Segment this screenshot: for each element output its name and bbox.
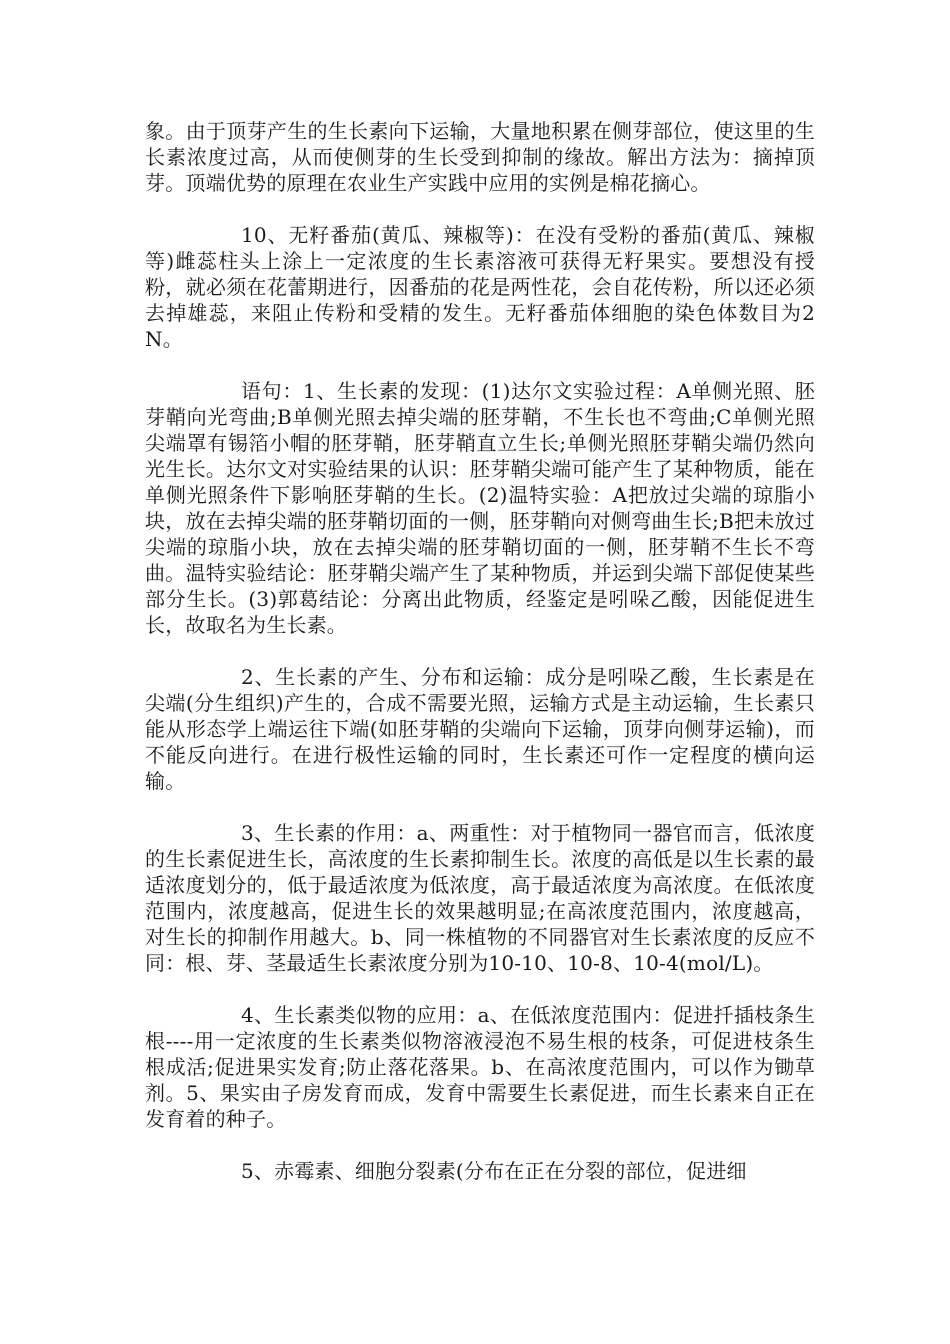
paragraph-gibberellin: 5、赤霉素、细胞分裂素(分布在正在分裂的部位，促进细 — [241, 1159, 747, 1183]
paragraph-auxin-analogs: 4、生长素类似物的应用：a、在低浓度范围内：促进扦插枝条生根----用一定浓度的生长素类似物溶液浸泡不易生根的枝条，可促进枝条生根成活;促进果实发育;防止落花落果。b、在高浓度范围内，可以作为锄草剂。5、果实由子房发育而成，发育中需要生长素促进，而生长素来自正在发育着的种子。 — [145, 1003, 815, 1131]
paragraph-auxin-production: 2、生长素的产生、分布和运输：成分是吲哚乙酸，生长素是在尖端(分生组织)产生的，合成不需要光照，运输方式是主动运输，生长素只能从形态学上端运往下端(如胚芽鞘的尖端向下运输，顶芽向侧芽运输)，而不能反向进行。在进行极性运输的同时，生长素还可作一定程度的横向运输。 — [145, 665, 815, 793]
paragraph-auxin-function: 3、生长素的作用：a、两重性：对于植物同一器官而言，低浓度的生长素促进生长，高浓度的生长素抑制生长。浓度的高低是以生长素的最适浓度划分的，低于最适浓度为低浓度，高于最适浓度为高浓度。在低浓度范围内，浓度越高，促进生长的效果越明显;在高浓度范围内，浓度越高，对生长的抑制作用越大。b、同一株植物的不同器官对生长素浓度的反应不同：根、芽、茎最适生长素浓度分别为10-10、10-8、10-4(mol/L)。 — [145, 821, 815, 975]
paragraph-auxin-discovery: 语句：1、生长素的发现：(1)达尔文实验过程：A单侧光照、胚芽鞘向光弯曲;B单侧光照去掉尖端的胚芽鞘，不生长也不弯曲;C单侧光照尖端罩有锡箔小帽的胚芽鞘，胚芽鞘直立生长;单侧光照胚芽鞘尖端仍然向光生长。达尔文对实验结果的认识：胚芽鞘尖端可能产生了某种物质，能在单侧光照条件下影响胚芽鞘的生长。(2)温特实验：A把放过尖端的琼脂小块，放在去掉尖端的胚芽鞘切面的一侧，胚芽鞘向对侧弯曲生长;B把未放过尖端的琼脂小块，放在去掉尖端的胚芽鞘切面的一侧，胚芽鞘不生长不弯曲。温特实验结论：胚芽鞘尖端产生了某种物质，并运到尖端下部促使某些部分生长。(3)郭葛结论：分离出此物质，经鉴定是吲哚乙酸，因能促进生长，故取名为生长素。 — [145, 379, 815, 637]
document-body — [145, 118, 815, 1210]
paragraph-continuation: 象。由于顶芽产生的生长素向下运输，大量地积累在侧芽部位，使这里的生长素浓度过高，从而使侧芽的生长受到抑制的缘故。解出方法为：摘掉顶芽。顶端优势的原理在农业生产实践中应用的实例是棉花摘心。 — [145, 119, 815, 195]
paragraph-seedless-tomato: 10、无籽番茄(黄瓜、辣椒等)：在没有受粉的番茄(黄瓜、辣椒等)雌蕊柱头上涂上一定浓度的生长素溶液可获得无籽果实。要想没有授粉，就必须在花蕾期进行，因番茄的花是两性花，会自花传粉，所以还必须去掉雄蕊，来阻止传粉和受精的发生。无籽番茄体细胞的染色体数目为2N。 — [145, 223, 815, 351]
